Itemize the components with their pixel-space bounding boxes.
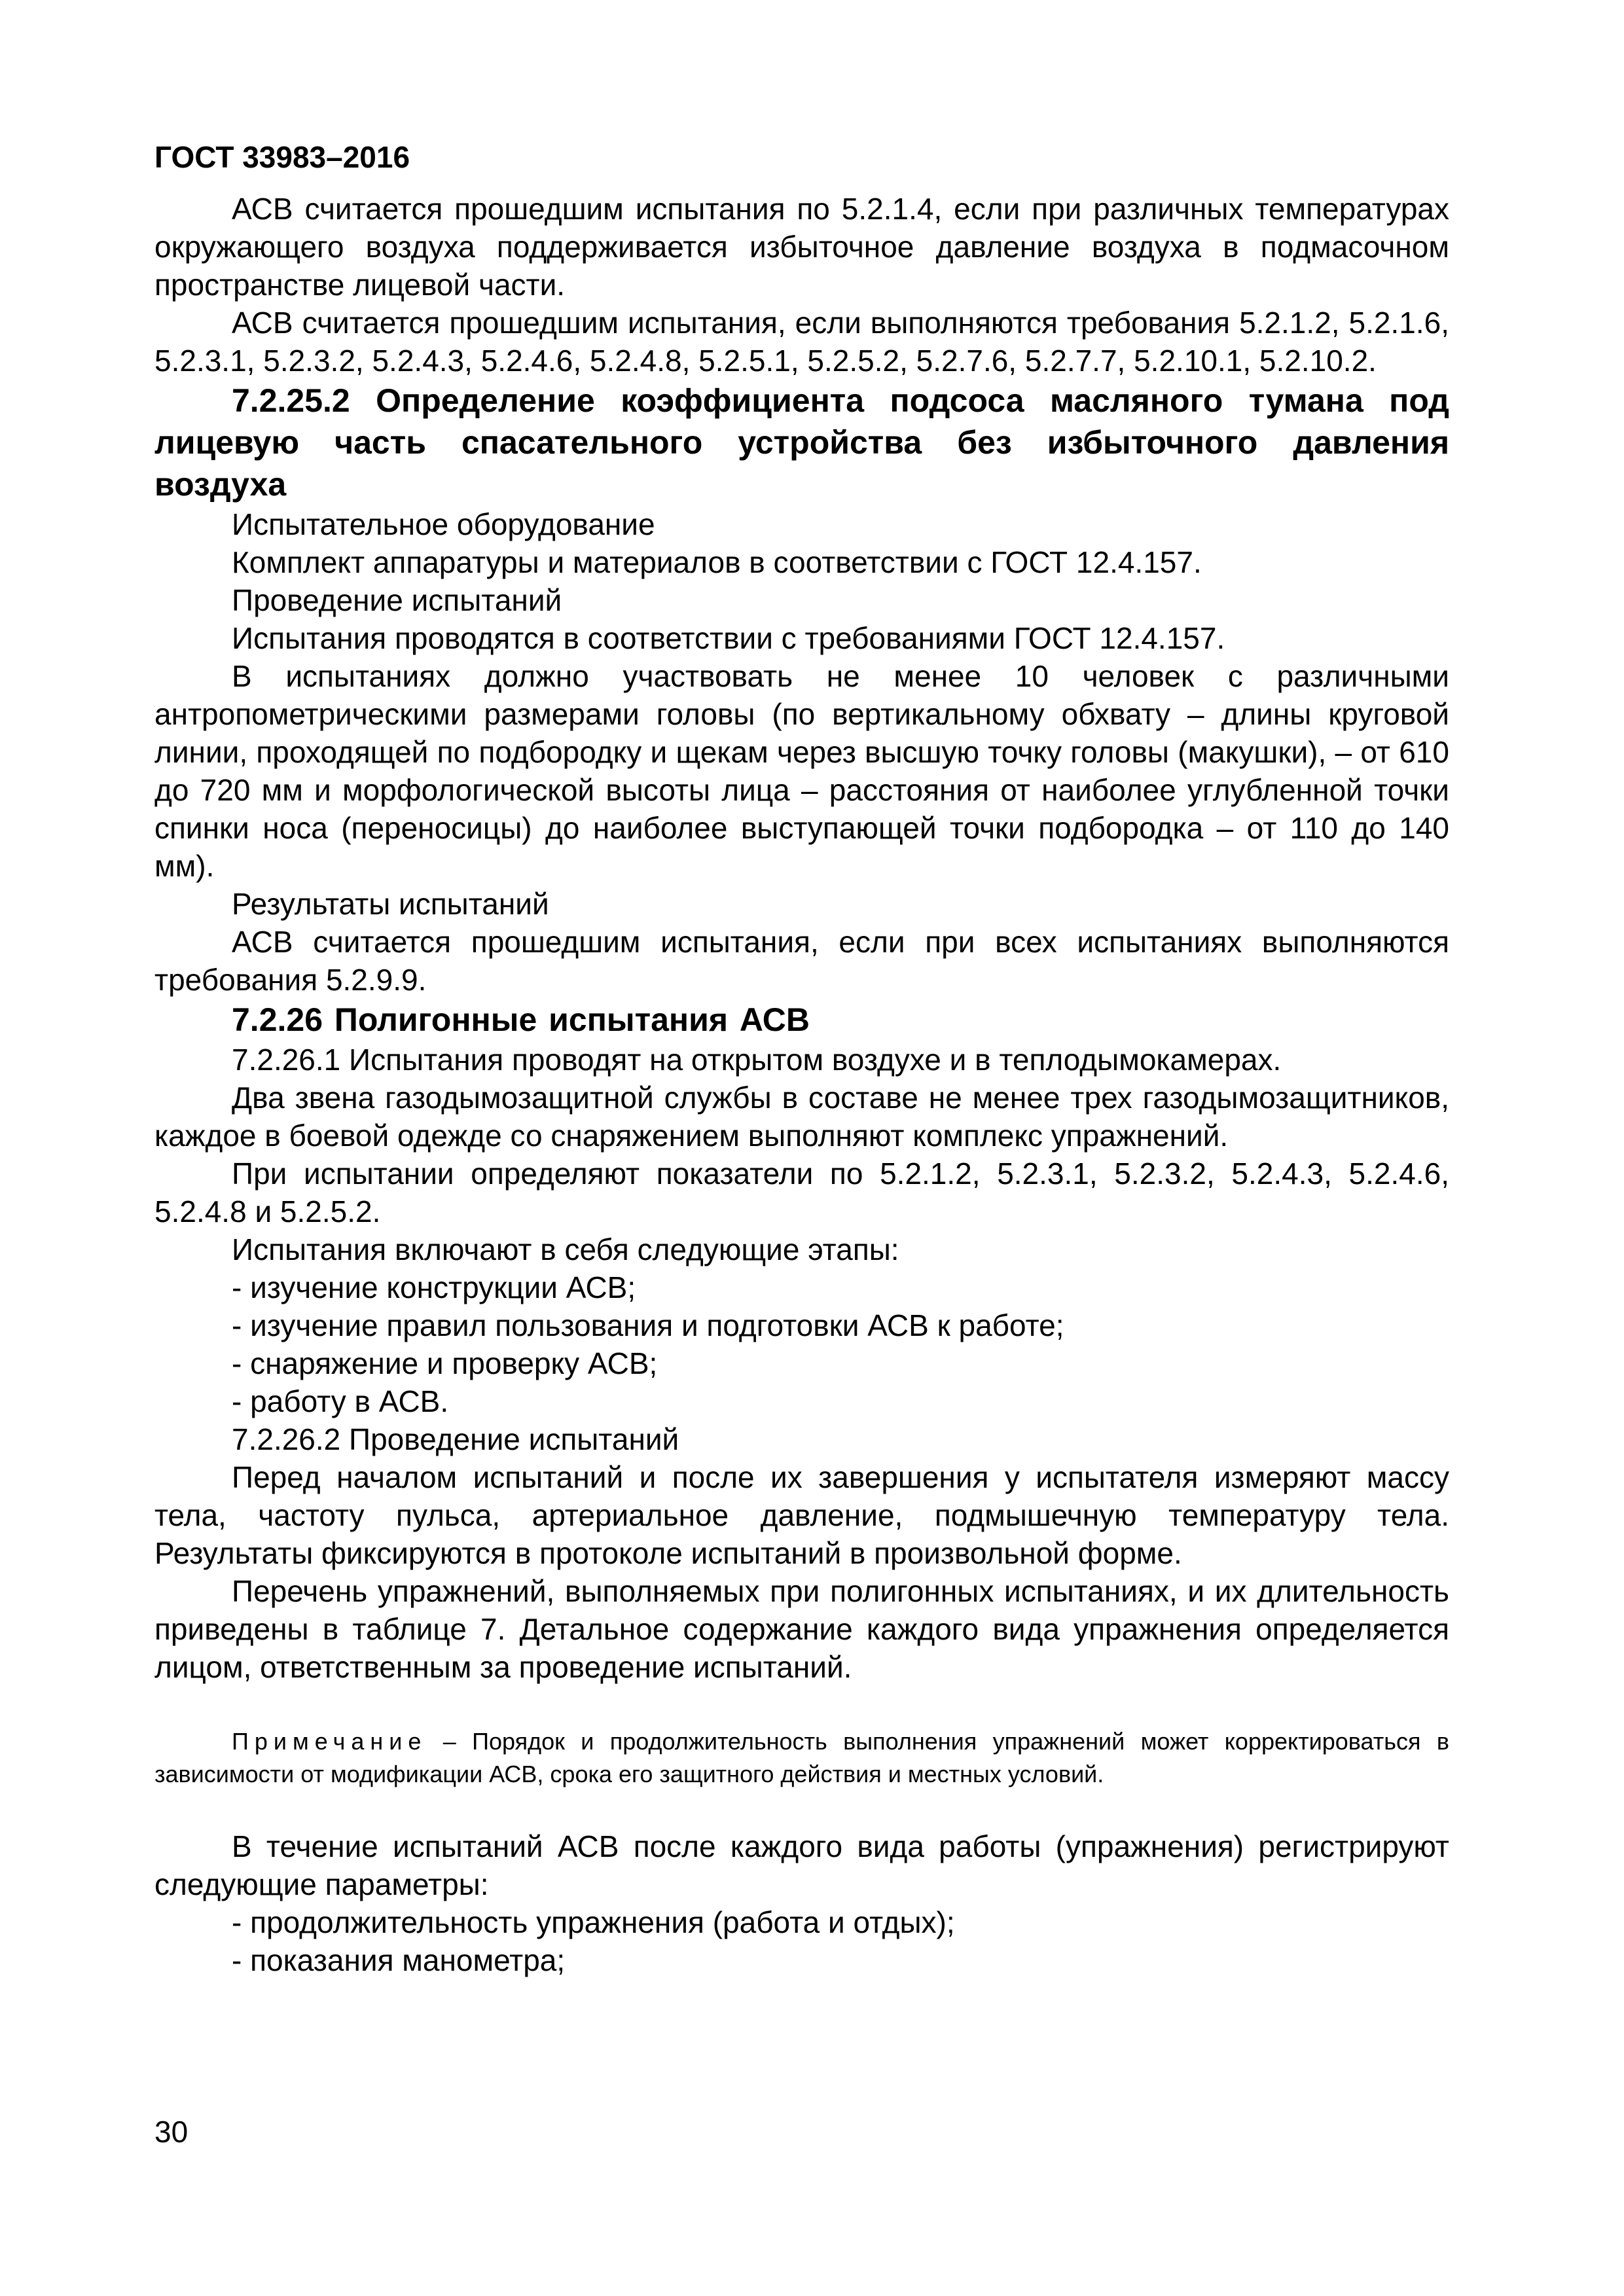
note-label: Примечание [232,1728,427,1755]
document-code: ГОСТ 33983–2016 [154,140,410,174]
paragraph: Испытания включают в себя следующие этапы: [232,1232,899,1266]
paragraph: Два звена газодымозащитной службы в составе не менее трех газодымозащитников, каждое в боевой одежде со снаряжением выполняют комплекс упражнений. [154,1081,1449,1153]
section-heading-7-2-25-2: 7.2.25.2 Определение коэффициента подсоса масляного тумана под лицевую часть спасательного устройства без избыточного давления воздуха [154,382,1449,503]
procedure-label: Проведение испытаний [232,583,562,617]
section-heading-7-2-26: 7.2.26 Полигонные испытания АСВ [232,1001,810,1038]
list-item: - изучение правил пользования и подготовки АСВ к работе; [232,1308,1064,1342]
results-label: Результаты испытаний [232,887,549,921]
note-text: – Порядок и продолжительность выполнения упражнений может корректироваться в зависимости от модификации АСВ, срока его защитного действия и местных условий. [154,1728,1449,1787]
subsection-title: 7.2.26.2 Проведение испытаний [232,1422,679,1456]
paragraph: Перед началом испытаний и после их завершения у испытателя измеряют массу тела, частоту пульса, артериальное давление, подмышечную температуру тела. Результаты фиксируются в протоколе испытаний в произвольной форме. [154,1460,1449,1570]
paragraph: 7.2.26.1 Испытания проводят на открытом воздухе и в теплодымокамерах. [232,1043,1282,1077]
list-item: - показания манометра; [232,1943,566,1977]
paragraph: АСВ считается прошедшим испытания, если выполняются требования 5.2.1.2, 5.2.1.6, 5.2.3.1, 5.2.3.2, 5.2.4.3, 5.2.4.6, 5.2.4.8, 5.2.5.1, 5.2.5.2, 5.2.7.6, 5.2.7.7, 5.2.10.1, 5.2.10.2. [154,306,1449,378]
page-body [154,190,1449,1979]
equipment-text: Комплект аппаратуры и материалов в соответствии с ГОСТ 12.4.157. [232,545,1202,579]
list-item: - продолжительность упражнения (работа и отдых); [232,1905,955,1939]
participants-paragraph: В испытаниях должно участвовать не менее 10 человек с различными антропометрическими размерами головы (по вертикальному обхвату – длины круговой линии, проходящей по подбородку и щекам через высшую точку головы (макушки), – от 610 до 720 мм и морфологической высоты лица – расстояния от наиболее углубленной точки спинки носа (переносицы) до наиболее выступающей точки подбородка – от 110 до 140 мм). [154,659,1449,883]
paragraph: АСВ считается прошедшим испытания по 5.2.1.4, если при различных температурах окружающего воздуха поддерживается избыточное давление воздуха в подмасочном пространстве лицевой части. [154,192,1449,302]
procedure-text: Испытания проводятся в соответствии с требованиями ГОСТ 12.4.157. [232,621,1225,655]
results-paragraph: АСВ считается прошедшим испытания, если при всех испытаниях выполняются требования 5.2.9.9. [154,925,1449,997]
equipment-label: Испытательное оборудование [232,507,655,541]
paragraph: При испытании определяют показатели по 5.2.1.2, 5.2.3.1, 5.2.3.2, 5.2.4.3, 5.2.4.6, 5.2.4.8 и 5.2.5.2. [154,1157,1449,1229]
page-number: 30 [154,2115,189,2149]
list-item: - снаряжение и проверку АСВ; [232,1346,658,1380]
list-item: - изучение конструкции АСВ; [232,1270,636,1304]
note [154,1725,1449,1791]
list-item: - работу в АСВ. [232,1384,449,1418]
paragraph: В течение испытаний АСВ после каждого вида работы (упражнения) регистрируют следующие параметры: [154,1829,1449,1901]
paragraph: Перечень упражнений, выполняемых при полигонных испытаниях, и их длительность приведены в таблице 7. Детальное содержание каждого вида упражнения определяется лицом, ответственным за проведение испытаний. [154,1574,1449,1684]
